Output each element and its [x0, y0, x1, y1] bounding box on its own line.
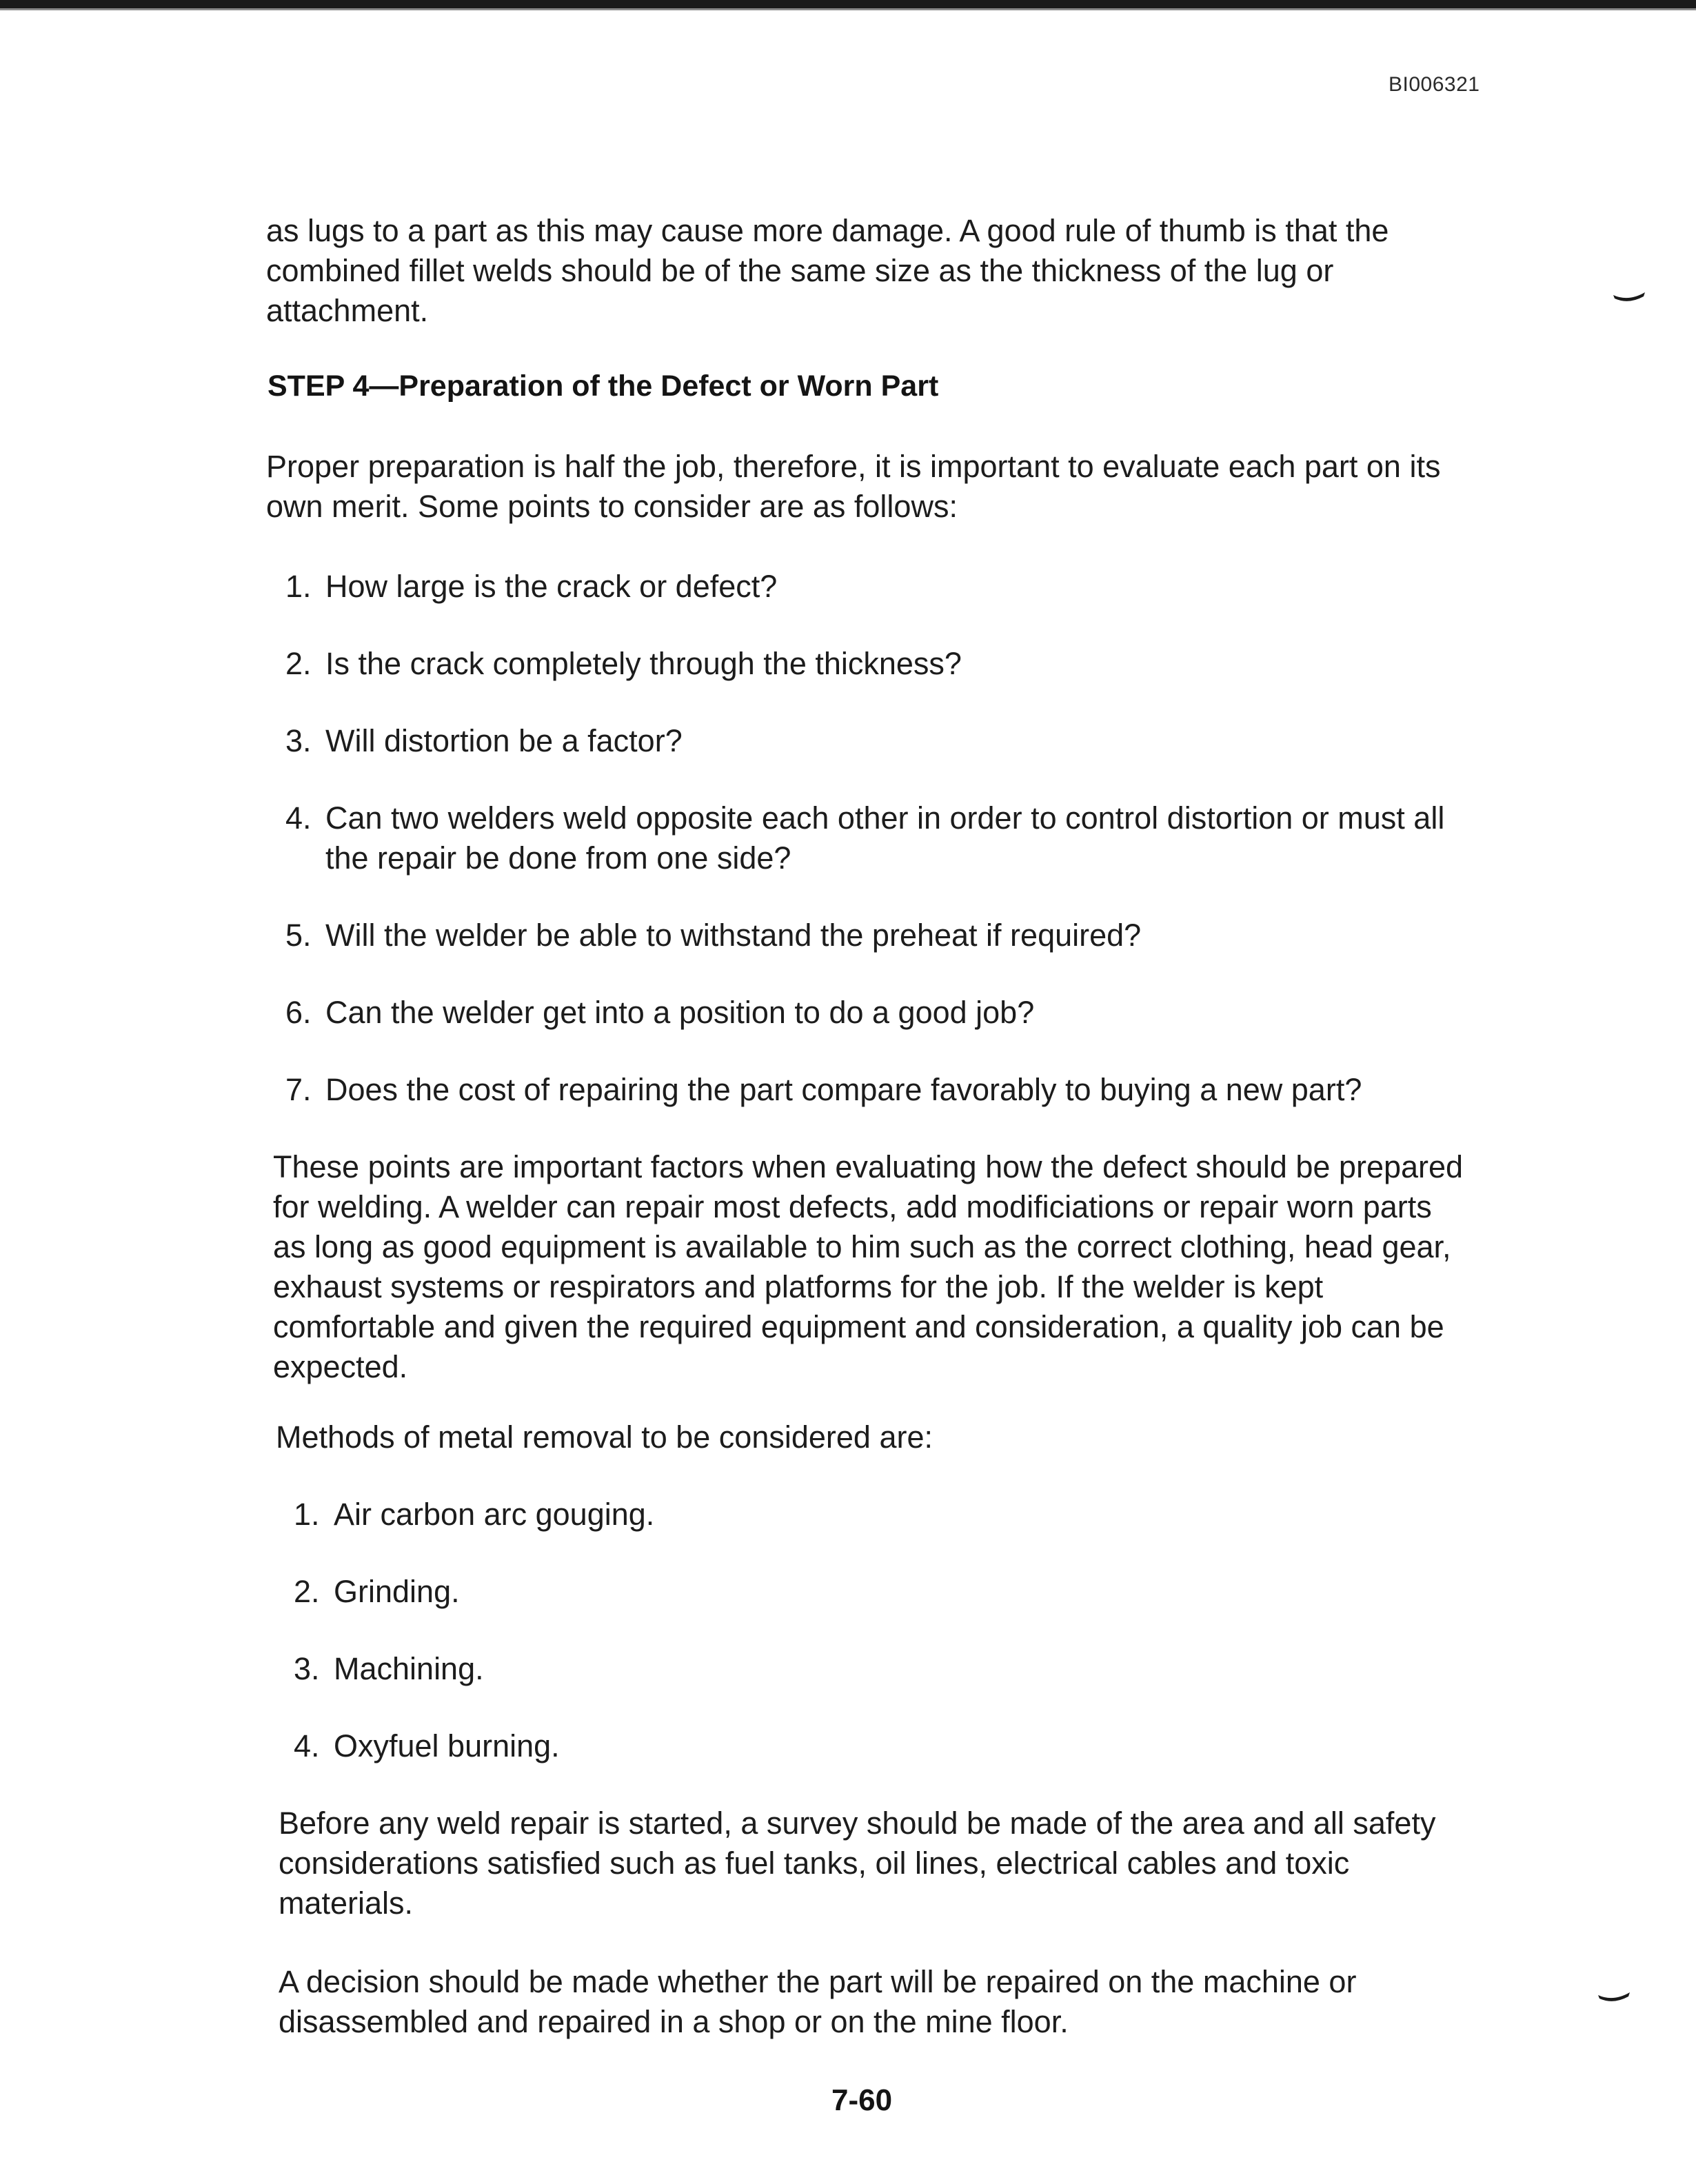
- method-item-3: [294, 1649, 1466, 1689]
- margin-change-mark-icon: [1598, 1992, 1630, 2003]
- step-lead-text: Proper preparation is half the job, therefore, it is important to evaluate each part on its own merit. Some points to consider are as follows:: [266, 449, 1441, 524]
- consideration-item-2: [285, 644, 1457, 684]
- points-text: These points are important factors when evaluating how the defect should be prepared for welding. A welder can repair most defects, add modificiations or repair worn parts as long as good equipment is available to him such as the correct clothing, head gear, exhaust systems or respirators and platforms for the job. If the welder is kept comfortable and given the required equipment and consideration, a quality job can be expected.: [273, 1149, 1464, 1384]
- list-text: Does the cost of repairing the part compare favorably to buying a new part?: [325, 1072, 1362, 1107]
- list-number: 3.: [285, 723, 312, 758]
- list-text: Will the welder be able to withstand the preheat if required?: [325, 918, 1142, 953]
- method-item-1: [294, 1495, 1466, 1535]
- method-item-4: [294, 1726, 1466, 1766]
- consideration-item-1: [285, 567, 1457, 607]
- list-number: 4.: [294, 1728, 320, 1763]
- intro-text: as lugs to a part as this may cause more damage. A good rule of thumb is that the combined fillet welds should be of the same size as the thickness of the lug or attachment.: [266, 213, 1389, 328]
- consideration-item-3: [285, 721, 1457, 761]
- list-number: 3.: [294, 1651, 320, 1686]
- safety-text: Before any weld repair is started, a survey should be made of the area and all safety considerations satisfied such as fuel tanks, oil lines, electrical cables and toxic materials.: [279, 1806, 1436, 1921]
- methods-lead-text: Methods of metal removal to be considered are:: [276, 1419, 933, 1455]
- list-text: Will distortion be a factor?: [325, 723, 683, 758]
- top-scan-rule: [0, 0, 1696, 8]
- points-paragraph: [273, 1147, 1466, 1387]
- list-number: 2.: [285, 646, 312, 681]
- step-lead-paragraph: [266, 447, 1466, 527]
- decision-paragraph: [279, 1962, 1467, 2042]
- top-scan-rule-shadow: [0, 8, 1696, 10]
- methods-lead-paragraph: [276, 1417, 1475, 1457]
- list-text: How large is the crack or defect?: [325, 569, 778, 604]
- list-text: Air carbon arc gouging.: [334, 1497, 655, 1532]
- list-number: 1.: [294, 1497, 320, 1532]
- page-number: 7-60: [831, 2083, 893, 2117]
- step-heading: STEP 4—Preparation of the Defect or Worn Part: [267, 370, 939, 403]
- consideration-item-5: [285, 916, 1457, 956]
- list-text: Oxyfuel burning.: [334, 1728, 560, 1763]
- list-text: Can two welders weld opposite each other in order to control distortion or must all the repair be done from one side?: [325, 800, 1445, 876]
- safety-paragraph: [279, 1803, 1467, 1923]
- list-text: Can the welder get into a position to do a good job?: [325, 995, 1035, 1030]
- decision-text: A decision should be made whether the part will be repaired on the machine or disassembled and repaired in a shop or on the mine floor.: [279, 1964, 1357, 2039]
- list-number: 7.: [285, 1072, 312, 1107]
- consideration-item-7: [285, 1070, 1471, 1110]
- document-id: BI006321: [1389, 73, 1480, 96]
- list-number: 4.: [285, 800, 312, 836]
- list-number: 6.: [285, 995, 312, 1030]
- method-item-2: [294, 1572, 1466, 1612]
- consideration-item-4: [285, 798, 1457, 878]
- list-text: Is the crack completely through the thickness?: [325, 646, 962, 681]
- list-number: 1.: [285, 569, 312, 604]
- list-text: Machining.: [334, 1651, 484, 1686]
- consideration-item-6: [285, 993, 1457, 1033]
- margin-change-mark-icon: [1613, 292, 1645, 303]
- list-number: 2.: [294, 1574, 320, 1609]
- list-text: Grinding.: [334, 1574, 460, 1609]
- intro-paragraph: [266, 211, 1466, 331]
- list-number: 5.: [285, 918, 312, 953]
